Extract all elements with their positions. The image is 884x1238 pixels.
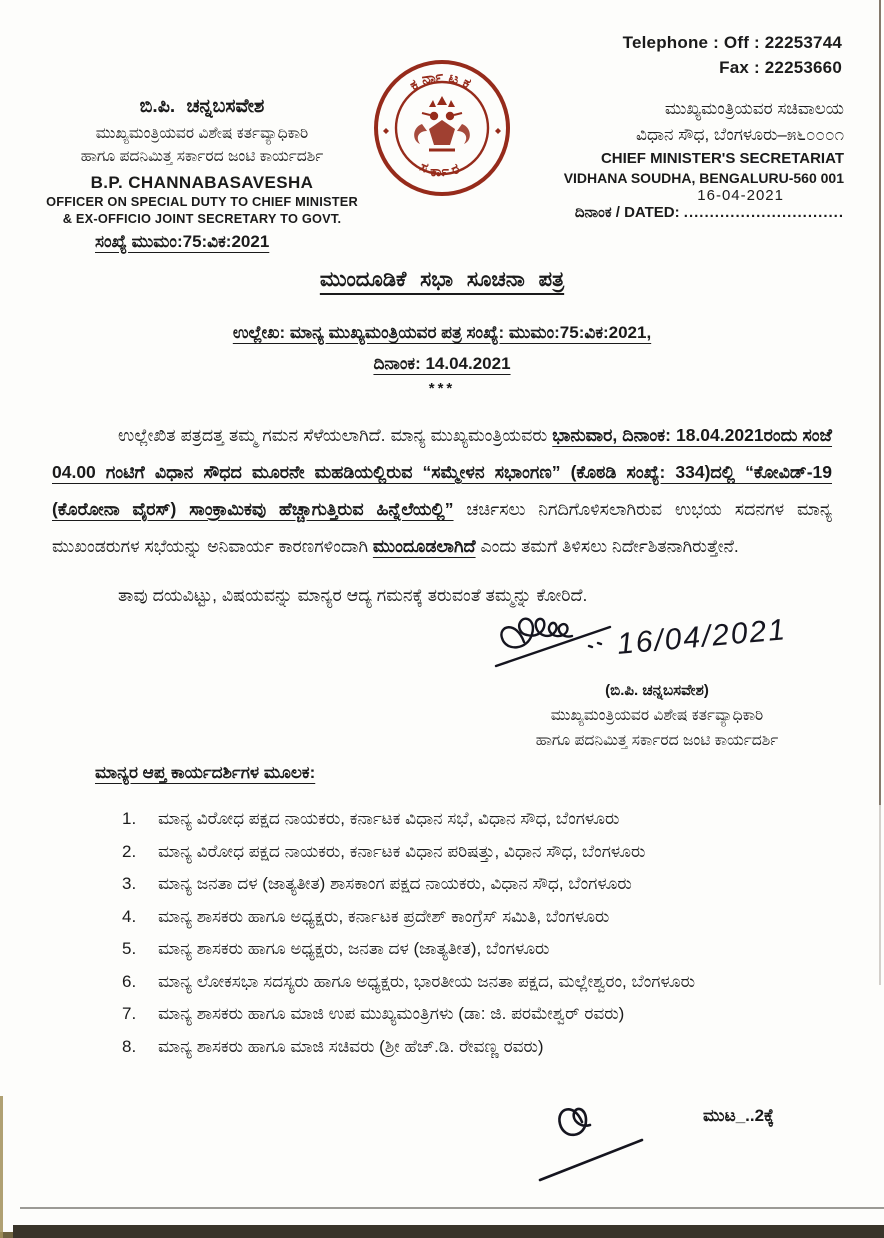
list-item-number: 2. <box>122 841 137 861</box>
footer-initial-area <box>534 1092 774 1202</box>
letter-title: ಮುಂದೂಡಿಕೆ ಸಭಾ ಸೂಚನಾ ಪತ್ರ <box>319 268 565 291</box>
list-item-text: ಮಾನ್ಯ ವಿರೋಧ ಪಕ್ಷದ ನಾಯಕರು, ಕರ್ನಾಟಕ ವಿಧಾನ ಪರಿಷತ್ತು, ವಿಧಾನ ಸೌಧ, ಬೆಂಗಳೂರು <box>158 841 646 861</box>
seal-bottom-text: ಸರ್ಕಾರ <box>417 157 467 180</box>
signature-scribble-icon <box>492 612 822 678</box>
contact-block <box>623 30 842 80</box>
list-item <box>122 836 828 869</box>
officer-name-english: B.P. CHANNABASAVESHA <box>90 173 314 192</box>
gandaberunda-emblem-icon <box>414 96 470 150</box>
list-item-text: ಮಾನ್ಯ ಜನತಾ ದಳ (ಜಾತ್ಯತೀತ) ಶಾಸಕಾಂಗ ಪಕ್ಷದ ನಾಯಕರು, ವಿಧಾನ ಸೌಧ, ಬೆಂಗಳೂರು <box>158 874 632 893</box>
secretariat-address-block <box>564 96 844 221</box>
reference-line-2: ದಿನಾಂಕ: 14.04.2021 <box>373 354 511 373</box>
government-seal-icon <box>372 58 512 198</box>
distribution-list <box>122 803 828 1063</box>
letter-body <box>52 268 832 1063</box>
letter-ref-number: ಸಂಖ್ಯೆ ಮುಮಂ:75:ವಿಕ:2021 <box>95 232 270 251</box>
para1-segment-3: ಚರ್ಚಿಸಲು ನಿಗದಿಗೊಳಿಸಲಾಗಿರುವ ಉಭಯ ಸದನಗಳ ಮಾನ್ಯ ಮುಖಂಡರುಗಳ ಸಭೆಯನ್ನು ಅನಿವಾರ್ಯ ಕಾರಣಗಳಿಂದಾಗಿ <box>52 499 832 556</box>
reference-line-1: ಉಲ್ಲೇಖ: ಮಾನ್ಯ ಮುಖ್ಯಮಂತ್ರಿಯವರ ಪತ್ರ ಸಂಖ್ಯೆ: ಮುಮಂ:75:ವಿಕ:2021, <box>232 323 652 342</box>
footer-note: ಮುಟ_..2ಕ್ಕೆ <box>703 1106 774 1125</box>
officer-identity-block <box>34 96 370 227</box>
list-item <box>122 966 828 999</box>
list-item <box>122 803 828 836</box>
officer-title-kannada-2: ಹಾಗೂ ಪದನಿಮಿತ್ತ ಸರ್ಕಾರದ ಜಂಟಿ ಕಾರ್ಯದರ್ಶಿ <box>80 148 324 165</box>
scan-edge-line-right <box>879 0 881 805</box>
telephone-line: Telephone : Off : 22253744 <box>622 33 842 52</box>
list-item-text: ಮಾನ್ಯ ಶಾಸಕರು ಹಾಗೂ ಮಾಜಿ ಸಚಿವರು (ಶ್ರೀ ಹೆಚ್.ಡಿ. ರೇವಣ್ಣ ರವರು) <box>158 1036 544 1056</box>
signature-handwritten-date: 16/04/2021 <box>615 613 789 661</box>
signatory-name: (ಬಿ.ಪಿ. ಚನ್ನಬಸವೇಶ) <box>605 682 709 699</box>
date-value: 16-04-2021 <box>697 187 784 204</box>
list-item-number: 3. <box>122 874 137 893</box>
para1-segment-2-underlined: ಭಾನುವಾರ, ದಿನಾಂಕ: 18.04.2021ರಂದು ಸಂಜೆ 04.00 ಗಂಟಿಗೆ ವಿಧಾನ ಸೌಧದ ಮೂರನೇ ಮಹಡಿಯಲ್ಲಿರುವ “ಸಮ್ಮೇಳನ ಸಭಾಂಗಣ” (ಕೊಠಡಿ ಸಂಖ್ಯೆ: 334)ದಲ್ಲಿ “ಕೋವಿಡ್-19 (ಕೊರೋನಾ ವೈರಸ್) ಸಾಂಕ್ರಾಮಿಕವು ಹೆಚ್ಚಾಗುತ್ತಿರುವ ಹಿನ್ನೆಲೆಯಲ್ಲಿ” <box>52 425 833 519</box>
para1-segment-1: ಉಲ್ಲೇಖಿತ ಪತ್ರದತ್ತ ತಮ್ಮ ಗಮನ ಸೆಳೆಯಲಾಗಿದೆ. ಮಾನ್ಯ ಮುಖ್ಯಮಂತ್ರಿಯವರು <box>118 425 553 445</box>
separator-stars: *** <box>428 380 456 397</box>
date-line <box>564 187 844 221</box>
list-item <box>122 868 828 901</box>
secretariat-kannada: ಮುಖ್ಯಮಂತ್ರಿಯವರ ಸಚಿವಾಲಯ <box>664 99 844 118</box>
list-item-text: ಮಾನ್ಯ ಶಾಸಕರು ಹಾಗೂ ಮಾಜಿ ಉಪ ಮುಖ್ಯಮಂತ್ರಿಗಳು (ಡಾ: ಜಿ. ಪರಮೇಶ್ವರ್ ರವರು) <box>158 1004 625 1023</box>
list-item-text: ಮಾನ್ಯ ಶಾಸಕರು ಹಾಗೂ ಅಧ್ಯಕ್ಷರು, ಜನತಾ ದಳ (ಜಾತ್ಯತೀತ), ಬೆಂಗಳೂರು <box>158 939 550 958</box>
officer-title-kannada-1: ಮುಖ್ಯಮಂತ್ರಿಯವರ ವಿಶೇಷ ಕರ್ತವ್ಯಾಧಿಕಾರಿ <box>95 125 309 142</box>
svg-text:ಕರ್ನಾಟಕ <box>407 68 477 95</box>
date-dotted-rule: ............................... <box>683 204 844 221</box>
list-item <box>122 1031 828 1064</box>
list-item-number: 8. <box>122 1036 137 1056</box>
list-item-text: ಮಾನ್ಯ ವಿರೋಧ ಪಕ್ಷದ ನಾಯಕರು, ಕರ್ನಾಟಕ ವಿಧಾನ ಸಭೆ, ವಿಧಾನ ಸೌಧ, ಬೆಂಗಳೂರು <box>158 809 620 828</box>
list-item-text: ಮಾನ್ಯ ಲೋಕಸಭಾ ಸದಸ್ಯರು ಹಾಗೂ ಅಧ್ಯಕ್ಷರು, ಭಾರತೀಯ ಜನತಾ ಪಕ್ಷದ, ಮಲ್ಲೇಶ್ವರಂ, ಬೆಂಗಳೂರು <box>158 971 695 991</box>
signature-block <box>482 613 832 753</box>
signatory-title-2: ಹಾಗೂ ಪದನಿಮಿತ್ತ ಸರ್ಕಾರದ ಜಂಟಿ ಕಾರ್ಯದರ್ಶಿ <box>535 732 779 749</box>
list-item-number: 7. <box>122 1004 137 1023</box>
seal-top-text: ಕರ್ನಾಟಕ <box>406 67 478 95</box>
officer-name-kannada: ಬಿ.ಪಿ. ಚನ್ನಬಸವೇಶ <box>139 96 265 117</box>
scan-edge-strip-left <box>0 1096 3 1238</box>
date-label: ದಿನಾಂಕ / DATED: <box>574 204 680 221</box>
paragraph-1 <box>52 417 832 565</box>
list-item <box>122 998 828 1031</box>
fax-line: Fax : 22253660 <box>719 58 842 77</box>
scan-edge-line-right-faint <box>879 805 881 985</box>
list-item <box>122 901 828 934</box>
address-english: VIDHANA SOUDHA, BENGALURU-560 001 <box>563 170 844 186</box>
para1-segment-5: ಎಂದು ತಮಗೆ ತಿಳಿಸಲು ನಿರ್ದೇಶಿತನಾಗಿರುತ್ತೇನೆ. <box>475 536 739 556</box>
scan-edge-band-bottom <box>13 1225 884 1238</box>
list-item-number: 4. <box>122 906 137 926</box>
para1-segment-4-underlined: ಮುಂದೂಡಲಾಗಿದೆ <box>372 536 476 556</box>
signatory-title-1: ಮುಖ್ಯಮಂತ್ರಿಯವರ ವಿಶೇಷ ಕರ್ತವ್ಯಾಧಿಕಾರಿ <box>550 707 764 724</box>
distribution-heading: ಮಾನ್ಯರ ಆಪ್ತ ಕಾರ್ಯದರ್ಶಿಗಳ ಮೂಲಕ: <box>95 763 316 782</box>
scan-fold-line-bottom <box>20 1207 884 1209</box>
list-item-number: 6. <box>122 971 137 991</box>
list-item-number: 1. <box>122 809 137 828</box>
secretariat-english: CHIEF MINISTER'S SECRETARIAT <box>600 150 844 167</box>
paragraph-2: ತಾವು ದಯವಿಟ್ಟು, ವಿಷಯವನ್ನು ಮಾನ್ಯರ ಆದ್ಯ ಗಮನಕ್ಕೆ ತರುವಂತೆ ತಮ್ಮನ್ನು ಕೋರಿದೆ. <box>118 585 588 605</box>
list-item-text: ಮಾನ್ಯ ಶಾಸಕರು ಹಾಗೂ ಅಧ್ಯಕ್ಷರು, ಕರ್ನಾಟಕ ಪ್ರದೇಶ್ ಕಾಂಗ್ರೆಸ್ ಸಮಿತಿ, ಬೆಂಗಳೂರು <box>158 906 610 926</box>
officer-title-english-1: OFFICER ON SPECIAL DUTY TO CHIEF MINISTER <box>46 194 358 209</box>
reference-block <box>52 317 832 379</box>
list-item-number: 5. <box>122 939 137 958</box>
list-item <box>122 933 828 966</box>
svg-text:ಸರ್ಕಾರ <box>418 158 467 179</box>
officer-title-english-2: & EX-OFFICIO JOINT SECRETARY TO GOVT. <box>62 211 342 226</box>
footer-signature-scribble-icon <box>534 1092 704 1192</box>
address-kannada: ವಿಧಾನ ಸೌಧ, ಬೆಂಗಳೂರು–೫೬೦೦೦೧ <box>636 125 844 144</box>
